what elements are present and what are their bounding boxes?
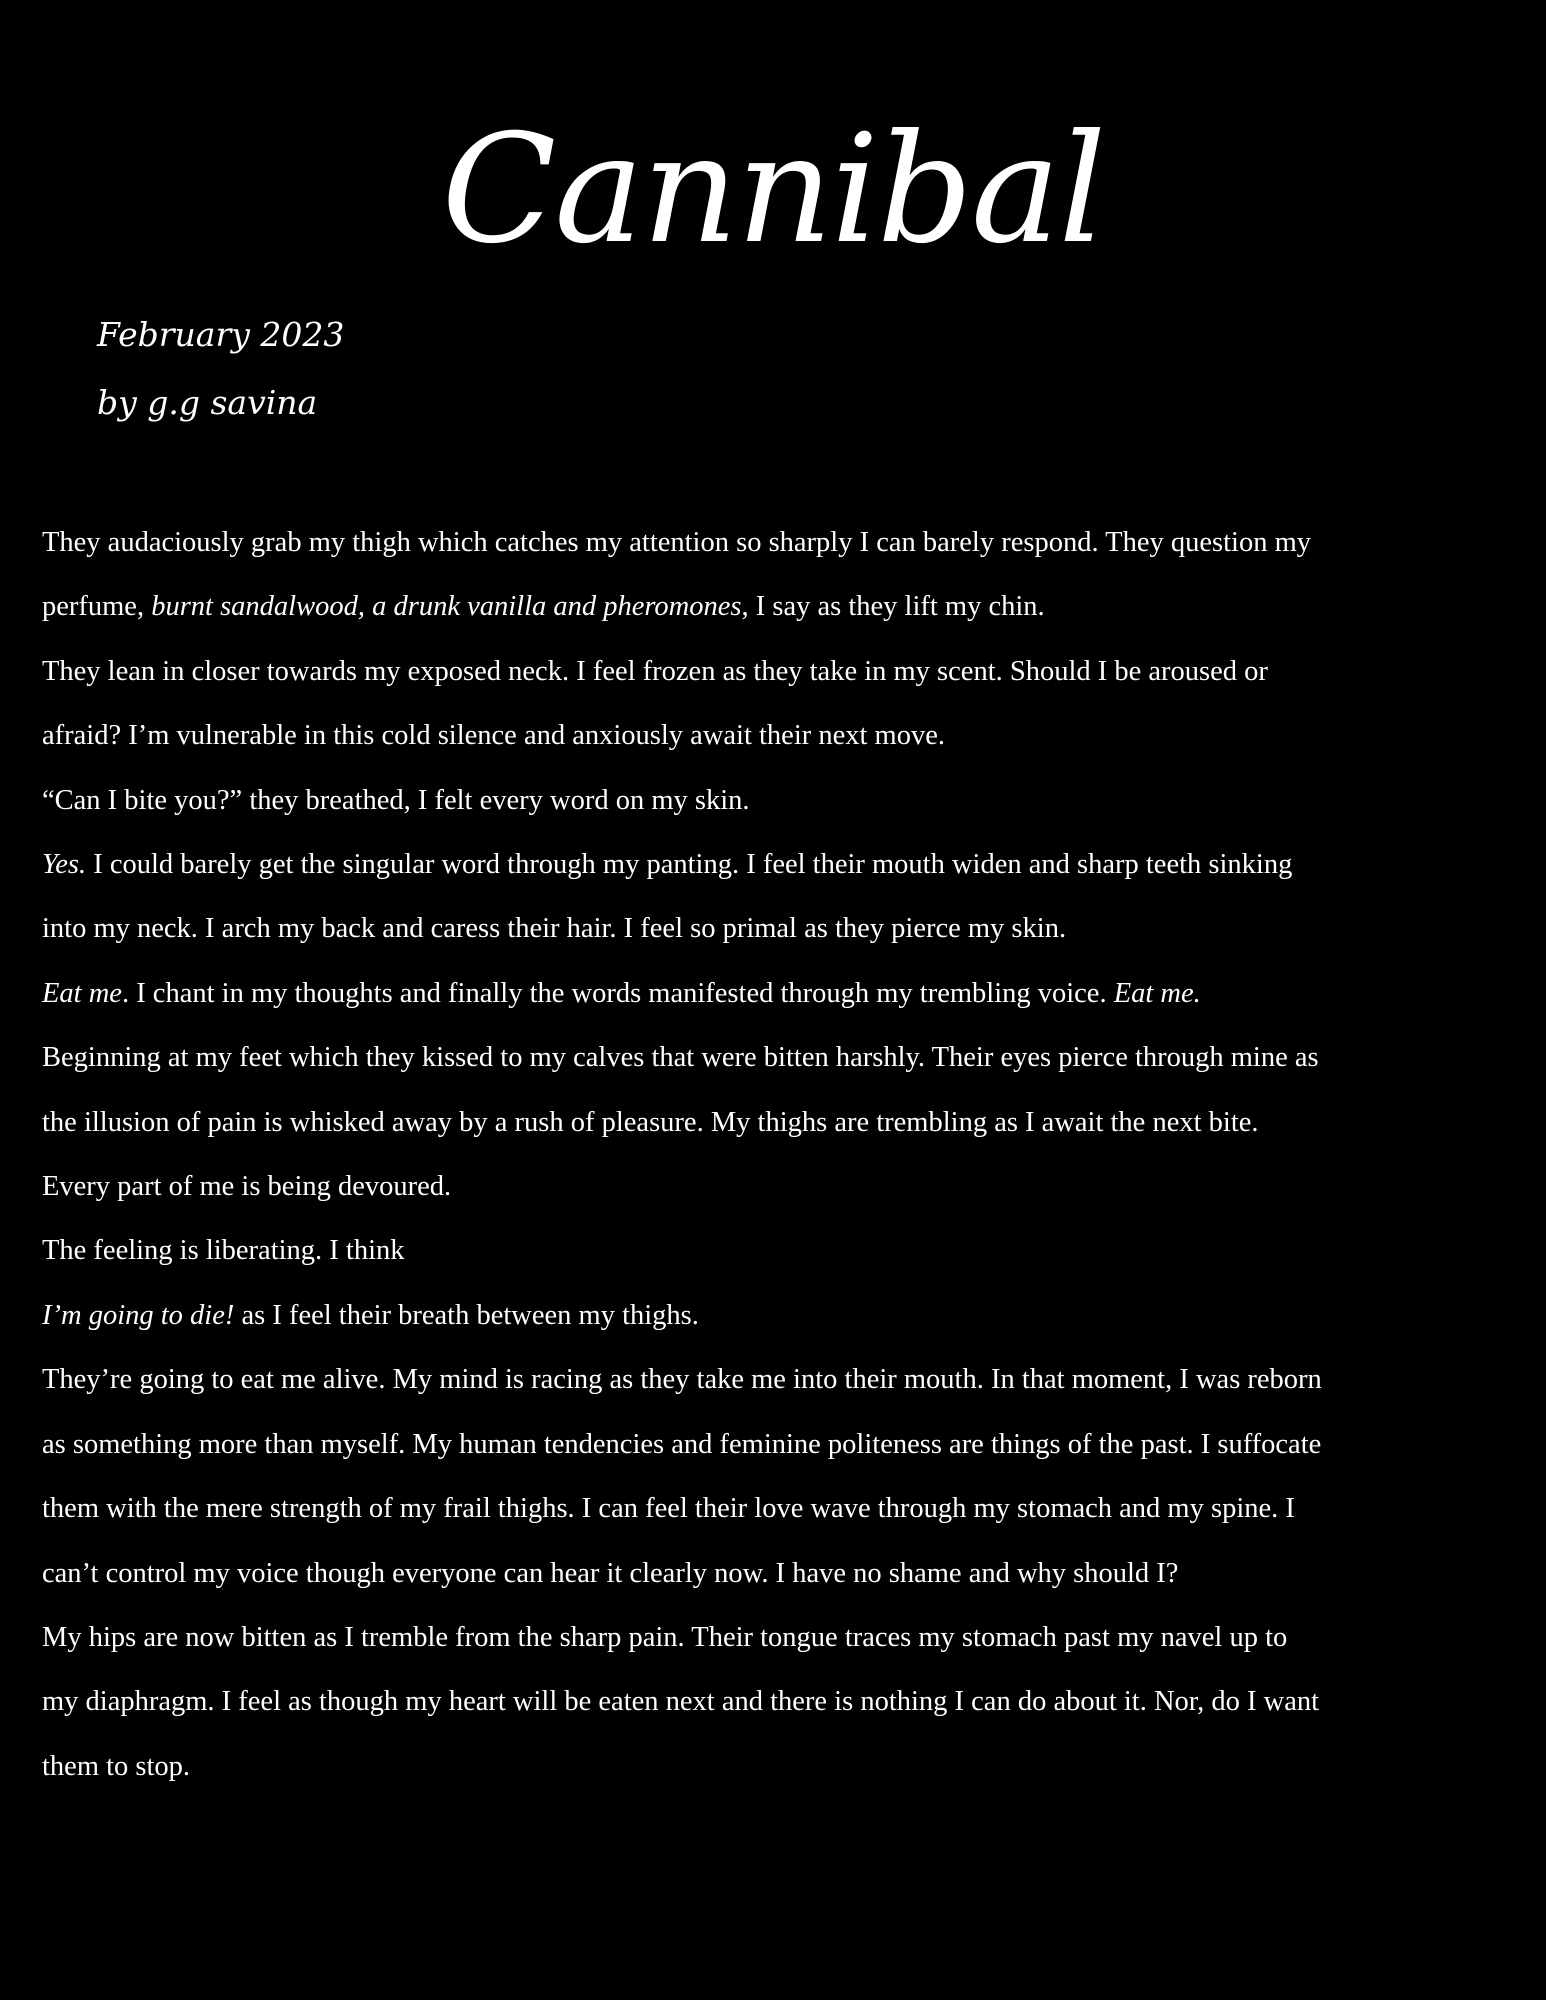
date-line: February 2023 bbox=[97, 315, 345, 354]
text-run: can’t control my voice though everyone can hear it clearly now. I have no shame and why should I? bbox=[42, 1557, 1179, 1589]
text-line bbox=[42, 1413, 1512, 1477]
text-line bbox=[42, 1606, 1512, 1670]
text-run: them to stop. bbox=[42, 1750, 191, 1782]
text-line bbox=[42, 833, 1512, 897]
text-run: My hips are now bitten as I tremble from the sharp pain. Their tongue traces my stomach past my navel up to bbox=[42, 1621, 1288, 1653]
italic-run: burnt sandalwood, a drunk vanilla and pheromones bbox=[151, 591, 742, 623]
text-line bbox=[42, 1477, 1512, 1541]
italic-run: Eat me bbox=[42, 977, 122, 1009]
text-run: “Can I bite you?” they breathed, I felt every word on my skin. bbox=[42, 784, 750, 816]
text-line bbox=[42, 769, 1512, 833]
text-run: afraid? I’m vulnerable in this cold silence and anxiously await their next move. bbox=[42, 720, 945, 752]
text-line bbox=[42, 897, 1512, 961]
text-line bbox=[42, 1091, 1512, 1155]
text-line bbox=[42, 640, 1512, 704]
text-run: the illusion of pain is whisked away by a rush of pleasure. My thighs are trembling as I await the next bite. bbox=[42, 1106, 1259, 1138]
text-run: They lean in closer towards my exposed neck. I feel frozen as they take in my scent. Should I be aroused or bbox=[42, 655, 1268, 687]
text-line bbox=[42, 1219, 1512, 1283]
text-line bbox=[42, 1670, 1512, 1734]
text-line bbox=[42, 1735, 1512, 1799]
text-run: The feeling is liberating. I think bbox=[42, 1235, 405, 1267]
text-line bbox=[42, 1542, 1512, 1606]
text-run: , I say as they lift my chin. bbox=[741, 591, 1045, 623]
text-run: They audaciously grab my thigh which catches my attention so sharply I can barely respond. They question my bbox=[42, 527, 1311, 558]
italic-run: Yes. bbox=[42, 849, 87, 881]
poem-body bbox=[42, 511, 1512, 1799]
text-run: They’re going to eat me alive. My mind is racing as they take me into their mouth. In that moment, I was reborn bbox=[42, 1364, 1322, 1396]
text-run: perfume, bbox=[42, 591, 152, 623]
italic-run: I’m going to die! bbox=[42, 1299, 235, 1331]
text-run: I could barely get the singular word through my panting. I feel their mouth widen and sharp teeth sinking bbox=[86, 849, 1293, 881]
text-line bbox=[42, 1026, 1512, 1090]
text-run: them with the mere strength of my frail thighs. I can feel their love wave through my stomach and my spine. I bbox=[42, 1493, 1295, 1525]
text-run: Beginning at my feet which they kissed to my calves that were bitten harshly. Their eyes pierce through mine as bbox=[42, 1042, 1319, 1074]
text-run: into my neck. I arch my back and caress their hair. I feel so primal as they pierce my skin. bbox=[42, 913, 1067, 945]
italic-run: Eat me. bbox=[1113, 977, 1201, 1009]
text-line bbox=[42, 1284, 1512, 1348]
text-line bbox=[42, 511, 1512, 575]
text-run: as I feel their breath between my thighs. bbox=[234, 1299, 699, 1331]
text-line bbox=[42, 962, 1512, 1026]
text-line bbox=[42, 1348, 1512, 1412]
page-title: Cannibal bbox=[441, 103, 1105, 277]
text-run: Every part of me is being devoured. bbox=[42, 1171, 452, 1203]
text-line bbox=[42, 704, 1512, 768]
text-run: . I chant in my thoughts and finally the words manifested through my trembling voice. bbox=[121, 977, 1114, 1009]
text-line bbox=[42, 575, 1512, 639]
text-run: as something more than myself. My human tendencies and feminine politeness are things of the past. I suffocate bbox=[42, 1428, 1322, 1460]
byline: by g.g savina bbox=[97, 383, 318, 422]
text-line bbox=[42, 1155, 1512, 1219]
text-run: my diaphragm. I feel as though my heart will be eaten next and there is nothing I can do about it. Nor, do I want bbox=[42, 1686, 1320, 1718]
